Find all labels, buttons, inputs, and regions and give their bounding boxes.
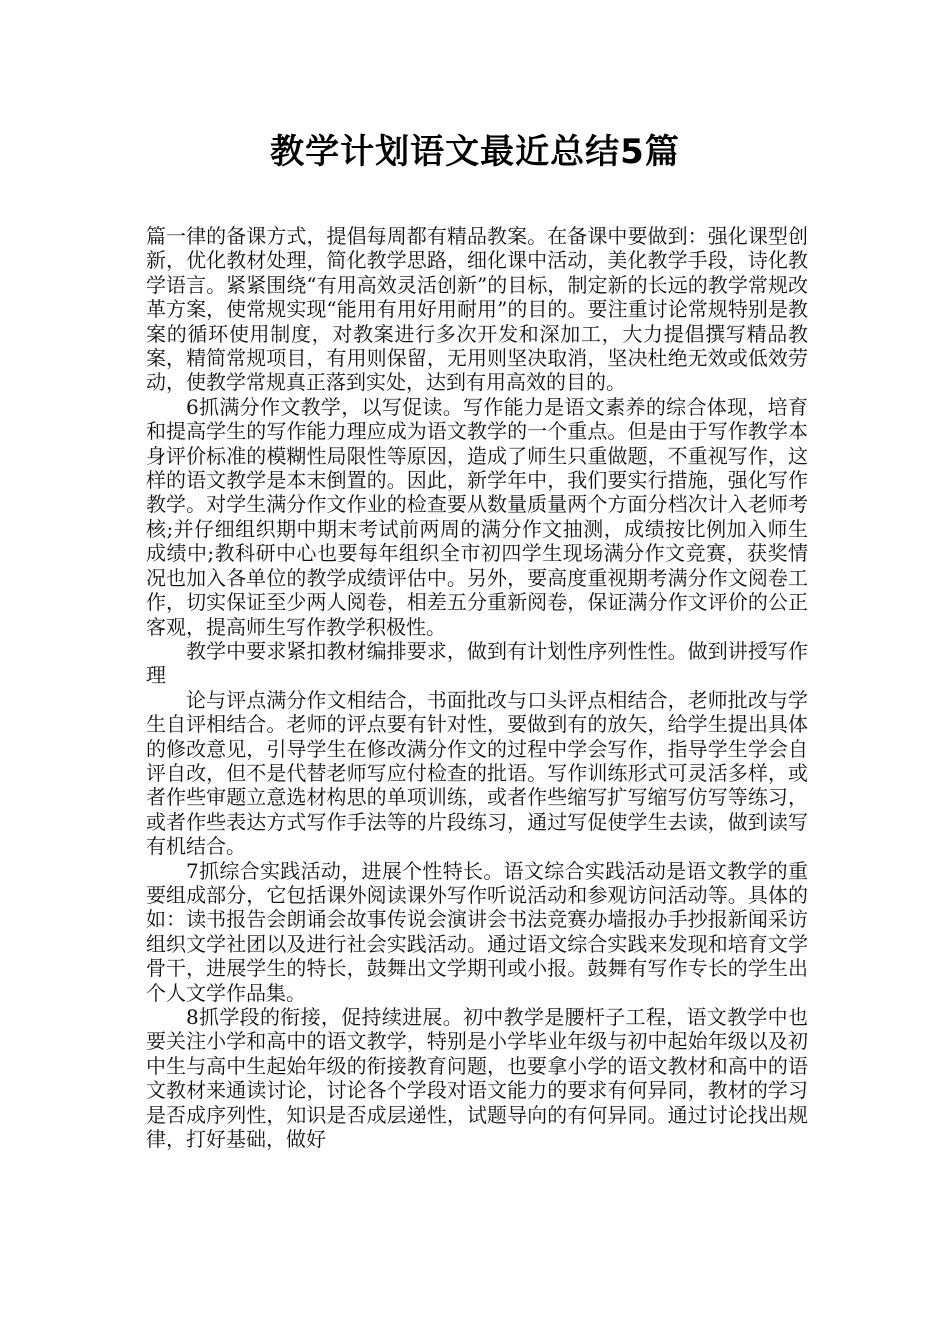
paragraph-practice-activities: 7抓综合实践活动，进展个性特长。语文综合实践活动是语文教学的重要组成部分，它包括课外阅读课外写作听说活动和参观访问活动等。具体的如：读书报告会朗诵会故事传说会演讲会书法竞赛办墙报办手抄报新闻采访组织文学社团以及进行社会实践活动。通过语文综合实践来发现和培育文学骨干，进展学生的特长，鼓舞出文学期刊或小报。鼓舞有写作专长的学生出个人文学作品集。 <box>146 858 808 1005</box>
paragraph-stage-transition: 8抓学段的衔接，促持续进展。初中教学是腰杆子工程，语文教学中也要关注小学和高中的语文教学，特别是小学毕业年级与初中起始年级以及初中生与高中生起始年级的衔接教育问题，也要拿小学的语文教材和高中的语文教材来通读讨论，讨论各个学段对语文能力的要求有何异同，教材的学习是否成序列性，知识是否成层递性，试题导向的有何异同。通过讨论找出规律，打好基础，做好 <box>146 1005 808 1152</box>
paragraph-lesson-prep: 篇一律的备课方式，提倡每周都有精品教案。在备课中要做到：强化课型创新，优化教材处理，简化教学思路，细化课中活动，美化教学手段，诗化教学语言。紧紧围绕“有用高效灵活创新”的目标，制定新的长远的教学常规改革方案，使常规实现“能用有用好用耐用”的目的。要注重讨论常规特别是教案的循环使用制度，对教案进行多次开发和深加工，大力提倡撰写精品教案，精简常规项目，有用则保留，无用则坚决取消，坚决杜绝无效或低效劳动，使教学常规真正落到实处，达到有用高效的目的。 <box>146 224 808 395</box>
paragraph-textbook-requirements: 教学中要求紧扣教材编排要求，做到有计划性序列性性。做到讲授写作理 <box>146 638 808 688</box>
paragraph-writing-teaching: 6抓满分作文教学，以写促读。写作能力是语文素养的综合体现，培育和提高学生的写作能力理应成为语文教学的一个重点。但是由于写作教学本身评价标准的模糊性局限性等原因，造成了师生只重做题，不重视写作，这样的语文教学是本末倒置的。因此，新学年中，我们要实行措施，强化写作教学。对学生满分作文作业的检查要从数量质量两个方面分档次计入老师考核;并仔细组织期中期末考试前两周的满分作文抽测，成绩按比例加入师生成绩中;教科研中心也要每年组织全市初四学生现场满分作文竞赛，获奖情况也加入各单位的教学成绩评估中。另外，要高度重视期考满分作文阅卷工作，切实保证至少两人阅卷，相差五分重新阅卷，保证满分作文评价的公正客观，提高师生写作教学积极性。 <box>146 394 808 639</box>
document-title: 教学计划语文最近总结5篇 <box>270 132 680 172</box>
document-body <box>146 224 808 1151</box>
paragraph-composition-review: 论与评点满分作文相结合，书面批改与口头评点相结合，老师批改与学生自评相结合。老师的评点要有针对性，要做到有的放矢，给学生提出具体的修改意见，引导学生在修改满分作文的过程中学会写作，指导学生学会自评自改，但不是代替老师写应付检查的批语。写作训练形式可灵活多样，或者作些审题立意选材构思的单项训练，或者作些缩写扩写缩写仿写等练习，或者作些表达方式写作手法等的片段练习，通过写促使学生去读，做到读写有机结合。 <box>146 687 808 859</box>
